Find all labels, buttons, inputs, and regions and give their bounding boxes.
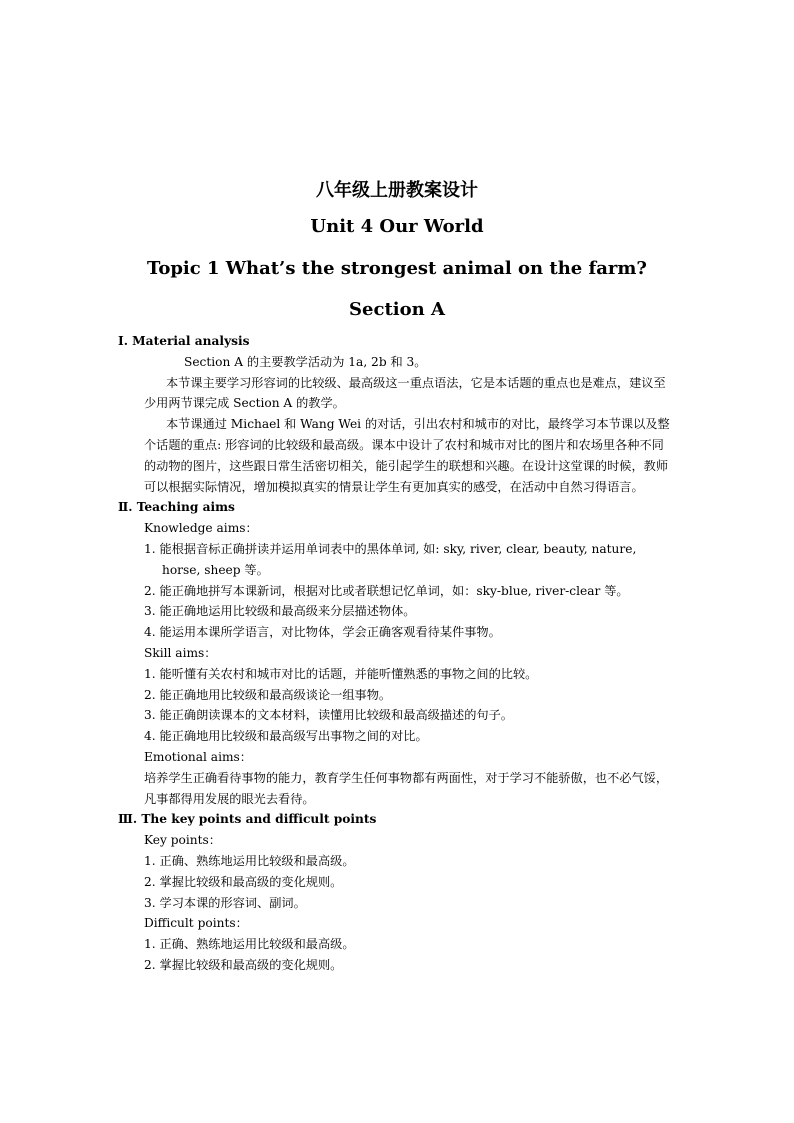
skill-aim-item: 1. 能听懂有关农村和城市对比的话题，并能听懂熟悉的事物之间的比较。 — [144, 666, 538, 681]
topic-title: Topic 1 What’s the strongest animal on the farm? — [147, 258, 647, 279]
knowledge-aim-item: 4. 能运用本课所学语言，对比物体，学会正确客观看待某件事物。 — [144, 625, 501, 640]
skill-aims-label: Skill aims： — [144, 645, 217, 660]
knowledge-aim-item: 2. 能正确地拼写本课新词，根据对比或者联想记忆单词，如：sky-blue, river-clear 等。 — [144, 583, 629, 598]
section-title: Section A — [349, 299, 445, 320]
key-point-item: 2. 掌握比较级和最高级的变化规则。 — [144, 874, 343, 889]
material-paragraph: 本节课通过 Michael 和 Wang Wei 的对话，引出农村和城市的对比，最终学习本节课以及整个话题的重点: 形容词的比较级和最高级。课本中设计了农村和城市对比的图片和农场里各种不同的动物的图片，这些跟日常生活密切相关，能引起学生的联想和兴趣。在设计这堂课的时候，教师可以根据实际情况，增加模拟真实的情景让学生有更加真实的感受，在活动中自然习得语言。 — [144, 417, 670, 494]
skill-aim-item: 2. 能正确地用比较级和最高级谈论一组事物。 — [144, 687, 392, 702]
emotional-aims-text: 培养学生正确看待事物的能力，教育学生任何事物都有两面性，对于学习不能骄傲，也不必气馁，凡事都得用发展的眼光去看待。 — [144, 770, 669, 806]
key-point-item: 1. 正确、熟练地运用比较级和最高级。 — [144, 853, 355, 868]
knowledge-aim-item: 3. 能正确地运用比较级和最高级来分层描述物体。 — [144, 604, 416, 619]
knowledge-aim-item: 1. 能根据音标正确拼读并运用单词表中的黑体单词, 如: sky, river, clear, beauty, nature, horse, sheep 等。 — [144, 541, 637, 577]
material-heading: Ⅰ. Material analysis — [118, 334, 250, 348]
key-points-label: Key points： — [144, 833, 221, 848]
keypoints-heading: Ⅲ. The key points and difficult points — [118, 812, 377, 827]
aims-heading: Ⅱ. Teaching aims — [118, 500, 235, 515]
material-paragraph: Section A 的主要教学活动为 1a, 2b 和 3。 — [184, 354, 427, 369]
skill-aim-item: 3. 能正确朗读课本的文本材料，读懂用比较级和最高级描述的句子。 — [144, 708, 513, 723]
material-paragraph: 本节课主要学习形容词的比较级、最高级这一重点语法，它是本话题的重点也是难点，建议至少用两节课完成 Section A 的教学。 — [144, 375, 666, 411]
emotional-aims-label: Emotional aims： — [144, 749, 252, 764]
difficult-point-item: 2. 掌握比较级和最高级的变化规则。 — [144, 957, 343, 972]
skill-aim-item: 4. 能正确地用比较级和最高级写出事物之间的对比。 — [144, 729, 428, 744]
knowledge-aims-label: Knowledge aims： — [144, 521, 258, 536]
main-title: 八年级上册教案设计 — [316, 180, 478, 201]
difficult-point-item: 1. 正确、熟练地运用比较级和最高级。 — [144, 937, 355, 952]
key-point-item: 3. 学习本课的形容词、副词。 — [144, 895, 306, 910]
difficult-points-label: Difficult points： — [144, 916, 248, 931]
unit-title: Unit 4 Our World — [310, 216, 484, 237]
document-body — [118, 331, 672, 976]
